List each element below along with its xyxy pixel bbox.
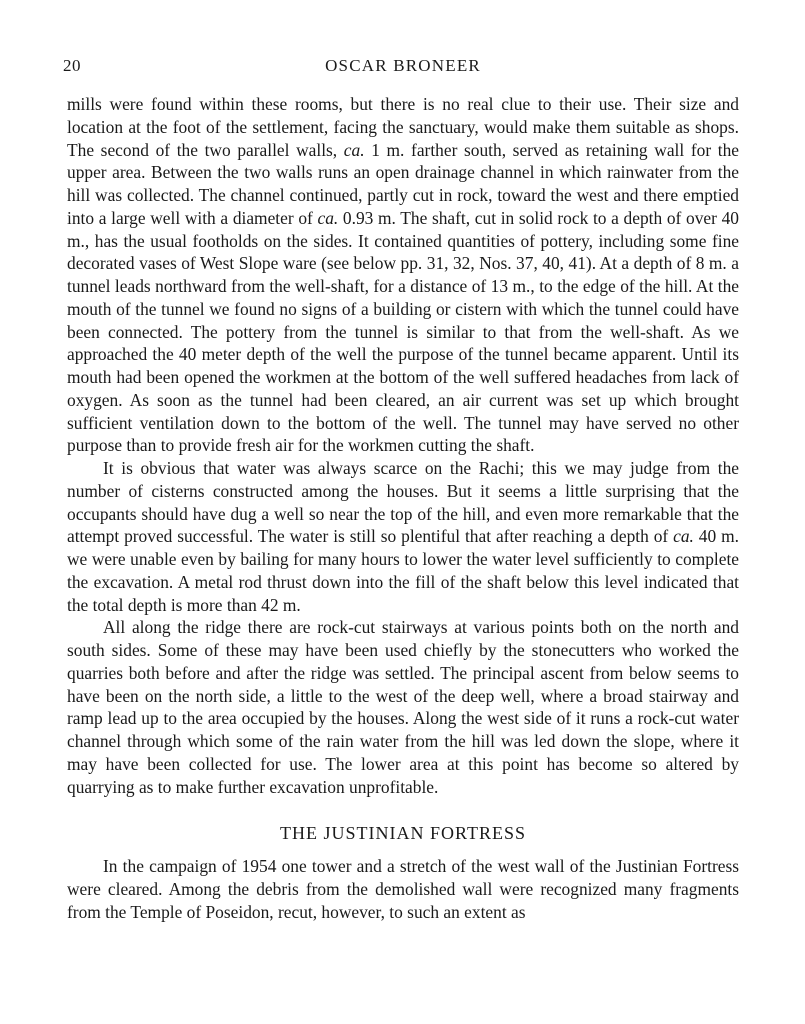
body-text (67, 93, 739, 923)
paragraph-text: 1 m. farther south, served as retaining wall for the upper area. Between the two walls runs an open drainage channel in which rainwater from the hill was collected. The channel continued, partly cut in rock, toward the west and there emptied into a large well with a diameter of (67, 139, 739, 228)
page-number: 20 (63, 56, 81, 75)
paragraph-drainage-well (67, 93, 739, 457)
running-head-author: OSCAR BRONEER (325, 56, 481, 75)
italic-abbrev: ca. (673, 526, 694, 547)
paragraph-justinian-fortress (67, 855, 739, 923)
paragraph-text: All along the ridge there are rock-cut stairways at various points both on the north and south sides. Some of these may have been used chiefly by the stonecutters who worked the quarries both before and after the ridge was settled. The principal ascent from below seems to have been on the north side, a little to the west of the deep well, where a broad stairway and ramp lead up to the area occupied by the houses. Along the west side of it runs a rock-cut water channel through which some of the rain water from the hill was led down the slope, where it may have been collected for use. The lower area at this point has become so altered by quarrying as to make further excavation unprofitable. (67, 617, 739, 797)
document-page (63, 50, 739, 923)
paragraph-stairways (67, 616, 739, 798)
running-header (63, 50, 739, 76)
paragraph-text: 40 m. we were unable even by bailing for many hours to lower the water level sufficiently to complete the excavation. A metal rod thrust down into the fill of the shaft below this level indicated that the total depth is more than 42 m. (67, 526, 739, 615)
section-heading: THE JUSTINIAN FORTRESS (280, 823, 526, 844)
italic-abbrev: ca. (343, 139, 365, 160)
paragraph-water-scarcity (67, 457, 739, 616)
paragraph-text: It is obvious that water was always scarce on the Rachi; this we may judge from the number of cisterns constructed among the houses. But it seems a little surprising that the occupants should have dug a well so near the top of the hill, and even more remarkable that the attempt proved successful. The water is still so plentiful that after reaching a depth of (67, 458, 739, 547)
paragraph-text: 0.93 m. The shaft, cut in solid rock to a depth of over 40 m., has the usual footholds on the sides. It contained quantities of pottery, including some fine decorated vases of West Slope ware (see below pp. 31, 32, Nos. 37, 40, 41). At a depth of 8 m. a tunnel leads northward from the well-shaft, for a distance of 13 m., to the edge of the hill. At the mouth of the tunnel we found no signs of a building or cistern with which the tunnel could have been connected. The pottery from the tunnel is similar to that from the well-shaft. As we approached the 40 meter depth of the well the purpose of the tunnel became apparent. Until its mouth had been opened the workmen at the bottom of the well suffered headaches from lack of oxygen. As soon as the tunnel had been cleared, an air current was set up which brought sufficient ventilation down to the bottom of the well. The tunnel may have served no other purpose than to provide fresh air for the workmen cutting the shaft. (67, 207, 739, 456)
paragraph-text: In the campaign of 1954 one tower and a stretch of the west wall of the Justinian Fortress were cleared. Among the debris from the demolished wall were recognized many fragments from the Temple of Poseidon, recut, however, to such an extent as (67, 856, 739, 922)
paragraph-text: mills were found within these rooms, but there is no real clue to their use. Their size and location at the foot of the settlement, facing the sanctuary, would make them suitable as shops. The second of the two parallel walls, (67, 94, 739, 160)
italic-abbrev: ca. (317, 207, 339, 228)
